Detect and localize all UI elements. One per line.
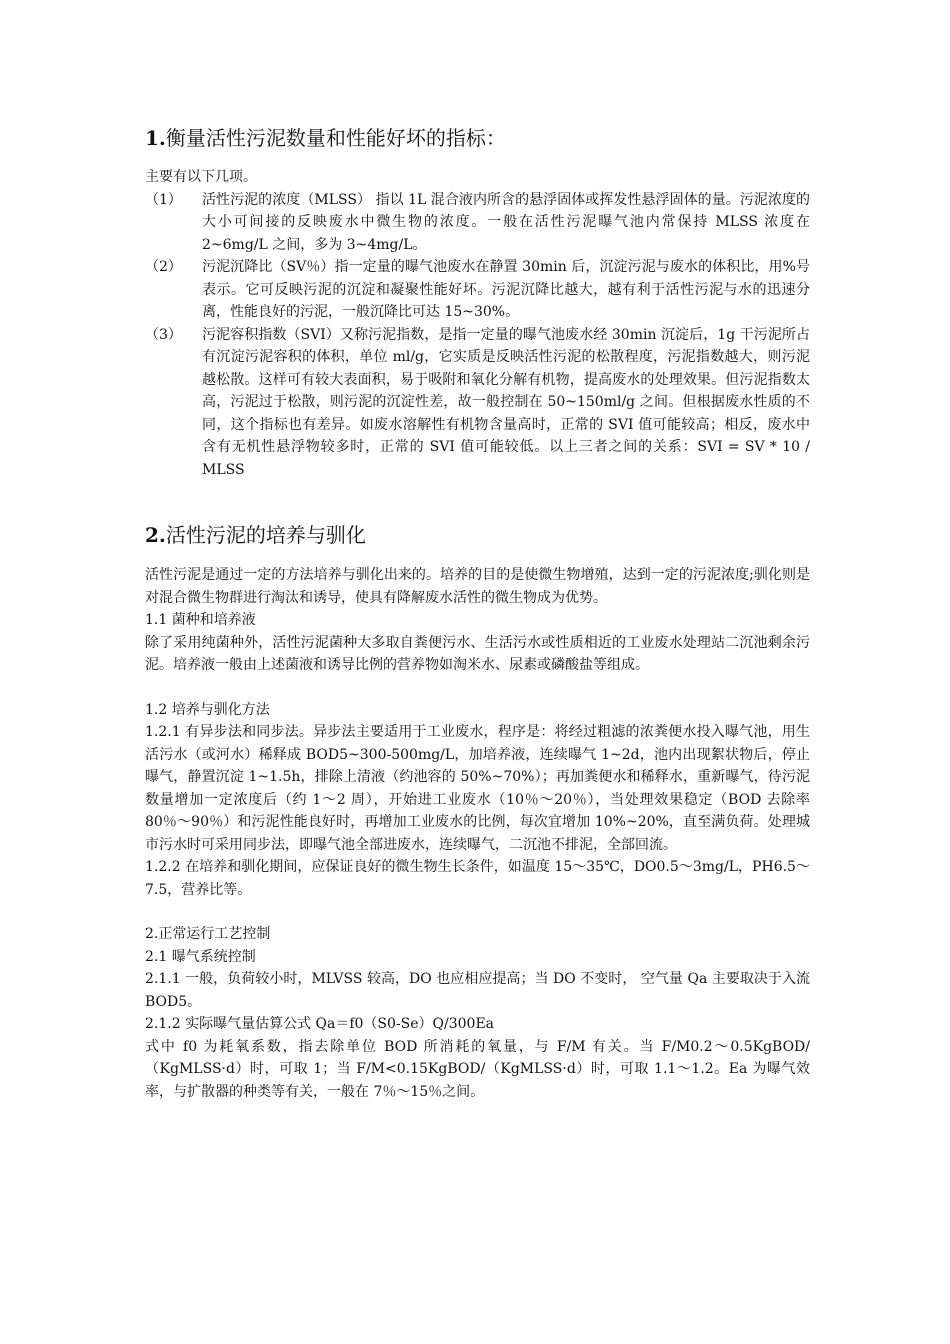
list-item (145, 189, 810, 257)
spacer (145, 677, 810, 699)
paragraph: 式中 f0 为耗氧系数，指去除单位 BOD 所消耗的氧量，与 F/M 有关。当 F/M0.2～0.5KgBOD/（KgMLSS·d）时，可取 1；当 F/M<0.15KgBOD/（KgMLSS·d）时，可取 1.1～1.2。Ea 为曝气效率，与扩散器的种类等有关，一般在 7％～15％之间。 (145, 1038, 810, 1100)
paragraph: 1.2.2 在培养和驯化期间，应保证良好的微生物生长条件，如温度 15～35℃，DO0.5～3mg/L，PH6.5～7.5，营养比等。 (145, 859, 810, 898)
spacer (145, 901, 810, 923)
section2-heading (145, 521, 366, 549)
list-item-text: 活性污泥的浓度（MLSS） 指以 1L 混合液内所含的悬浮固体或挥发性悬浮固体的量。污泥浓度的大小可间接的反映废水中微生物的浓度。一般在活性污泥曝气池内常保持 MLSS 浓度在 2~6mg/L 之间，多为 3~4mg/L。 (202, 191, 810, 253)
section1-title: 衡量活性污泥数量和性能好坏的指标： (165, 126, 506, 150)
list-item (145, 324, 810, 482)
paragraph: 活性污泥是通过一定的方法培养与驯化出来的。培养的目的是使微生物增殖，达到一定的污泥浓度;驯化则是对混合微生物群进行淘汰和诱导，使具有降解废水活性的微生物成为优势。 (145, 567, 810, 606)
subheading: 2.1 曝气系统控制 (145, 948, 256, 965)
paragraph: 2.1.1 一般，负荷较小时，MLVSS 较高，DO 也应相应提高；当 DO 不变时， 空气量 Qa 主要取决于入流 BOD5。 (145, 971, 810, 1010)
section1-intro: 主要有以下几项。 (145, 169, 257, 185)
list-item (145, 256, 810, 324)
list-item-number: （2） (145, 259, 182, 275)
section1-heading (145, 124, 506, 152)
list-item-number: （1） (145, 191, 182, 208)
section2-body (145, 564, 810, 1103)
list-item-text: 污泥沉降比（SV％）指一定量的曝气池废水在静置 30min 后，沉淀污泥与废水的体积比，用%号表示。它可反映污泥的沉淀和凝聚性能好坏。污泥沉降比越大，越有利于活性污泥与水的迅速分离，性能良好的污泥，一般沉降比可达 15~30%。 (202, 259, 810, 320)
section2-number: 2. (145, 523, 166, 547)
formula-line: 2.1.2 实际曝气量估算公式 Qa＝f0（S0-Se）Q/300Ea (145, 1016, 495, 1032)
subheading: 2.正常运行工艺控制 (145, 926, 271, 942)
subheading: 1.1 菌种和培养液 (145, 612, 256, 628)
section1-body (145, 166, 810, 481)
subheading: 1.2 培养与驯化方法 (145, 701, 270, 718)
list-item-number: （3） (145, 326, 182, 343)
paragraph: 1.2.1 有异步法和同步法。异步法主要适用于工业废水，程序是：将经过粗滤的浓粪便水投入曝气池，用生活污水（或河水）稀释成 BOD5~300-500mg/L，加培养液，连续曝气 1~2d，池内出现絮状物后，停止曝气，静置沉淀 1~1.5h，排除上清液（约池容的 50%~70%）；再加粪便水和稀释水，重新曝气，待污泥数量增加一定浓度后（约 1～2 周），开始进工业废水（10％～20％），当处理效果稳定（BOD 去除率 80％～90％）和污泥性能良好时，再增加工业废水的比例，每次宜增加 10%~20%，直至满负荷。处理城市污水时可采用同步法，即曝气池全部进废水，连续曝气，二沉池不排泥，全部回流。 (145, 724, 810, 853)
section1-number: 1. (145, 126, 166, 150)
paragraph: 除了采用纯菌种外，活性污泥菌种大多取自粪便污水、生活污水或性质相近的工业废水处理站二沉池剩余污泥。培养液一般由上述菌液和诱导比例的营养物如淘米水、尿素或磷酸盐等组成。 (145, 634, 810, 673)
section2-title: 活性污泥的培养与驯化 (165, 523, 366, 547)
list-item-text: 污泥容积指数（SVI）又称污泥指数，是指一定量的曝气池废水经 30min 沉淀后，1g 干污泥所占有沉淀污泥容积的体积，单位 ml/g，它实质是反映活性污泥的松散程度，污泥指数越大，则污泥越松散。这样可有较大表面积，易于吸附和氧化分解有机物，提高废水的处理效果。但污泥指数太高，污泥过于松散，则污泥的沉淀性差，故一般控制在 50~150ml/g 之间。但根据废水性质的不同，这个指标也有差异。如废水溶解性有机物含量高时，正常的 SVI 值可能较高；相反，废水中含有无机性悬浮物较多时，正常的 SVI 值可能较低。以上三者之间的关系：SVI = SV * 10 / MLSS (202, 326, 810, 478)
